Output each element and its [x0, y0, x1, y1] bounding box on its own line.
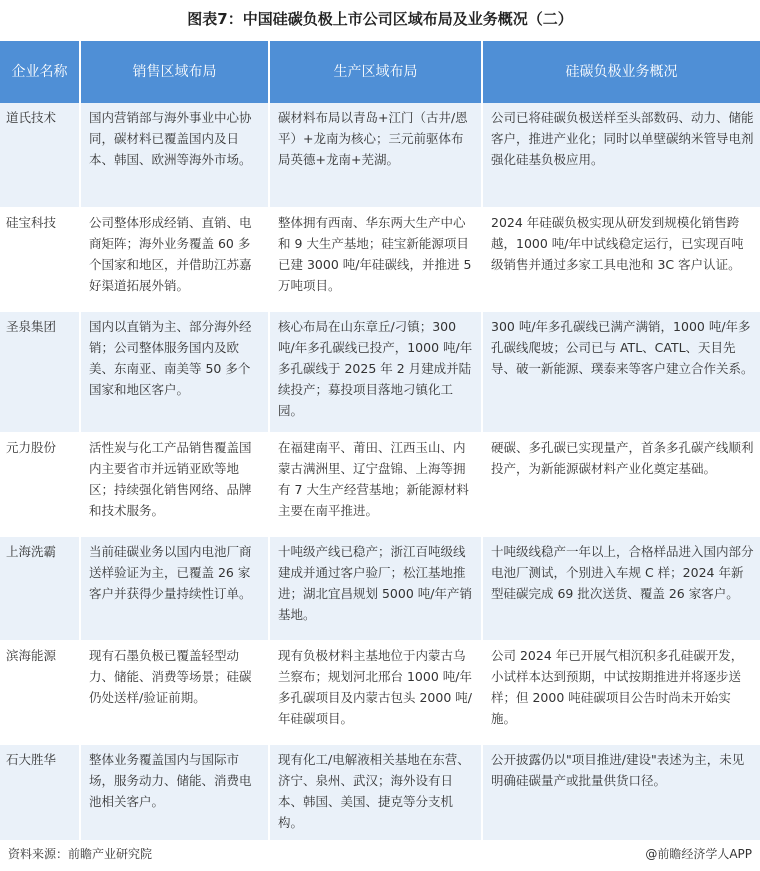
sales-region-cell: 整体业务覆盖国内与国际市场，服务动力、储能、消费电池相关客户。	[80, 744, 269, 840]
business-overview-cell: 公司 2024 年已开展气相沉积多孔硅碳开发，小试样本达到预期，中试按期推进并将逐步送样；但 2000 吨硅碳项目公告时尚未开始实施。	[482, 640, 760, 744]
sales-region-cell: 活性炭与化工产品销售覆盖国内主要省市并远销亚欧等地区；持续强化销售网络、品牌和技术服务。	[80, 432, 269, 536]
company-name: 上海洗霸	[0, 536, 80, 640]
header-production-region: 生产区域布局	[269, 41, 482, 103]
production-region-cell: 在福建南平、莆田、江西玉山、内蒙古满洲里、辽宁盘锦、上海等拥有 7 大生产经营基地；新能源材料主要在南平推进。	[269, 432, 482, 536]
business-overview-cell: 公开披露仍以"项目推进/建设"表述为主，未见明确硅碳量产或批量供货口径。	[482, 744, 760, 840]
header-company: 企业名称	[0, 41, 80, 103]
table-row	[0, 640, 760, 744]
business-overview-cell: 十吨级线稳产一年以上，合格样品进入国内部分电池厂测试，个别进入车规 C 样；2024 年新型硅碳完成 69 批次送货、覆盖 26 家客户。	[482, 536, 760, 640]
source-note: 资料来源：前瞻产业研究院	[8, 847, 153, 861]
sales-region-cell: 国内以直销为主、部分海外经销；公司整体服务国内及欧美、东南亚、南美等 50 多个国家和地区客户。	[80, 311, 269, 432]
sales-region-cell: 当前硅碳业务以国内电池厂商送样验证为主，已覆盖 26 家客户并获得少量持续性订单。	[80, 536, 269, 640]
production-region-cell: 碳材料布局以青岛+江门（古井/恩平）+龙南为核心；三元前驱体布局英德+龙南+芜湖。	[269, 103, 482, 207]
sales-region-cell: 现有石墨负极已覆盖轻型动力、储能、消费等场景；硅碳仍处送样/验证前期。	[80, 640, 269, 744]
production-region-cell: 十吨级产线已稳产；浙江百吨级线建成并通过客户验厂；松江基地推进；湖北宜昌规划 5000 吨/年产销基地。	[269, 536, 482, 640]
company-name: 石大胜华	[0, 744, 80, 840]
table-row	[0, 744, 760, 840]
brand-note: @前瞻经济学人APP	[645, 847, 752, 861]
company-name: 元力股份	[0, 432, 80, 536]
production-region-cell: 现有负极材料主基地位于内蒙古乌兰察布；规划河北邢台 1000 吨/年多孔碳项目及内蒙古包头 2000 吨/年硅碳项目。	[269, 640, 482, 744]
table-row	[0, 311, 760, 432]
production-region-cell: 核心布局在山东章丘/刁镇；300 吨/年多孔碳线已投产，1000 吨/年多孔碳线于 2025 年 2 月建成并陆续投产；募投项目落地刁镇化工园。	[269, 311, 482, 432]
table-row	[0, 536, 760, 640]
sales-region-cell: 公司整体形成经销、直销、电商矩阵；海外业务覆盖 60 多个国家和地区，并借助江苏嘉好渠道拓展外销。	[80, 207, 269, 311]
table-row	[0, 432, 760, 536]
business-overview-cell: 300 吨/年多孔碳线已满产满销，1000 吨/年多孔碳线爬坡；公司已与 ATL、CATL、天目先导、破一新能源、璞泰来等客户建立合作关系。	[482, 311, 760, 432]
business-overview-cell: 2024 年硅碳负极实现从研发到规模化销售跨越，1000 吨/年中试线稳定运行，已实现百吨级销售并通过多家工具电池和 3C 客户认证。	[482, 207, 760, 311]
header-business-overview: 硅碳负极业务概况	[482, 41, 760, 103]
production-region-cell: 整体拥有西南、华东两大生产中心和 9 大生产基地；硅宝新能源项目已建 3000 吨/年硅碳线，并推进 5 万吨项目。	[269, 207, 482, 311]
company-name: 滨海能源	[0, 640, 80, 744]
company-name: 硅宝科技	[0, 207, 80, 311]
header-sales-region: 销售区域布局	[80, 41, 269, 103]
table-row	[0, 207, 760, 311]
company-table	[0, 41, 760, 841]
business-overview-cell: 公司已将硅碳负极送样至头部数码、动力、储能客户，推进产业化；同时以单壁碳纳米管导电剂强化硅基负极应用。	[482, 103, 760, 207]
page-title: 图表7：中国硅碳负极上市公司区域布局及业务概况（二）	[187, 10, 573, 28]
table-row	[0, 103, 760, 207]
production-region-cell: 现有化工/电解液相关基地在东营、济宁、泉州、武汉；海外设有日本、韩国、美国、捷克等分支机构。	[269, 744, 482, 840]
company-name: 道氏技术	[0, 103, 80, 207]
business-overview-cell: 硬碳、多孔碳已实现量产，首条多孔碳产线顺利投产，为新能源碳材料产业化奠定基础。	[482, 432, 760, 536]
sales-region-cell: 国内营销部与海外事业中心协同，碳材料已覆盖国内及日本、韩国、欧洲等海外市场。	[80, 103, 269, 207]
company-name: 圣泉集团	[0, 311, 80, 432]
table-header-row	[0, 41, 760, 103]
